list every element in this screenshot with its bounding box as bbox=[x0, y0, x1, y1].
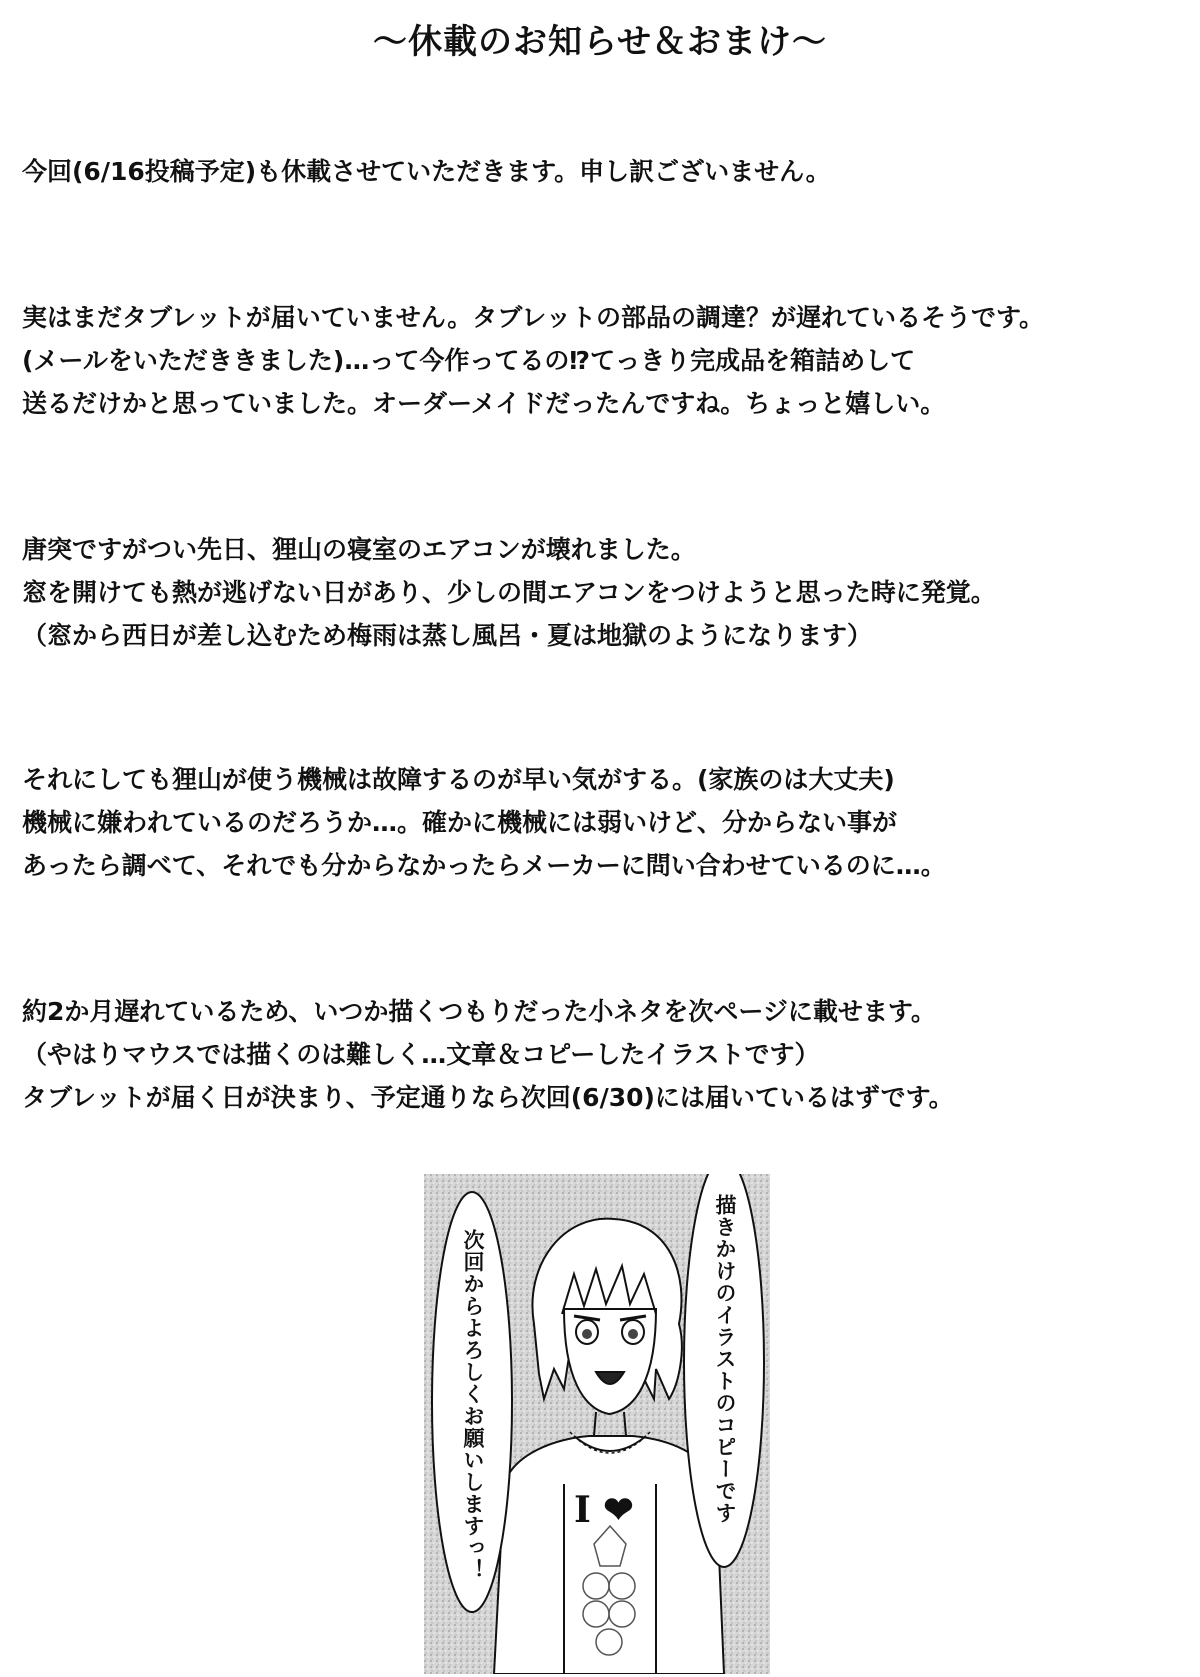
paragraph-line: あったら調べて、それでも分からなかったらメーカーに問い合わせているのに…。 bbox=[22, 851, 946, 880]
paragraph-hiatus bbox=[22, 150, 1187, 193]
paragraph-line: 今回(6/16投稿予定)も休載させていただきます。申し訳ございません。 bbox=[22, 157, 831, 186]
paragraph-aircon bbox=[22, 528, 1187, 657]
paragraph-line: 唐突ですがつい先日、狸山の寝室のエアコンが壊れました。 bbox=[22, 535, 696, 564]
paragraph-machines bbox=[22, 758, 1187, 887]
paragraph-line: （窓から西日が差し込むため梅雨は蒸し風呂・夏は地獄のようになります） bbox=[22, 621, 873, 650]
paragraph-line: タブレットが届く日が決まり、予定通りなら次回(6/30)には届いているはずです。 bbox=[22, 1083, 954, 1112]
illustration-panel bbox=[424, 1174, 770, 1674]
paragraph-line: （やはりマウスでは描くのは難しく…文章＆コピーしたイラストです） bbox=[22, 1040, 820, 1069]
speech-bubble-left-text: 次回からよろしくお願いしますっ！ bbox=[461, 1229, 485, 1581]
page-title: ～休載のお知らせ＆おまけ～ bbox=[373, 22, 827, 62]
paragraph-line: (メールをいただききました)…って今作ってるの⁉てっきり完成品を箱詰めして bbox=[22, 346, 916, 375]
paragraph-line: 約2か月遅れているため、いつか描くつもりだった小ネタを次ページに載せます。 bbox=[22, 997, 936, 1026]
shirt-text: I ❤ bbox=[574, 1489, 634, 1531]
paragraph-next-page bbox=[22, 990, 1187, 1119]
paragraph-line: 機械に嫌われているのだろうか…。確かに機械には弱いけど、分からない事が bbox=[22, 808, 898, 837]
paragraph-line: 実はまだタブレットが届いていません。タブレットの部品の調達？が遅れているそうです。 bbox=[22, 303, 1045, 332]
paragraph-tablet bbox=[22, 296, 1187, 425]
paragraph-line: それにしても狸山が使う機械は故障するのが早い気がする。(家族のは大丈夫) bbox=[22, 765, 895, 794]
paragraph-line: 窓を開けても熱が逃げない日があり、少しの間エアコンをつけようと思った時に発覚。 bbox=[22, 578, 996, 607]
paragraph-line: 送るだけかと思っていました。オーダーメイドだったんですね。ちょっと嬉しい。 bbox=[22, 389, 946, 418]
speech-bubble-right-text: 描きかけのイラストのコピーです bbox=[713, 1194, 737, 1524]
